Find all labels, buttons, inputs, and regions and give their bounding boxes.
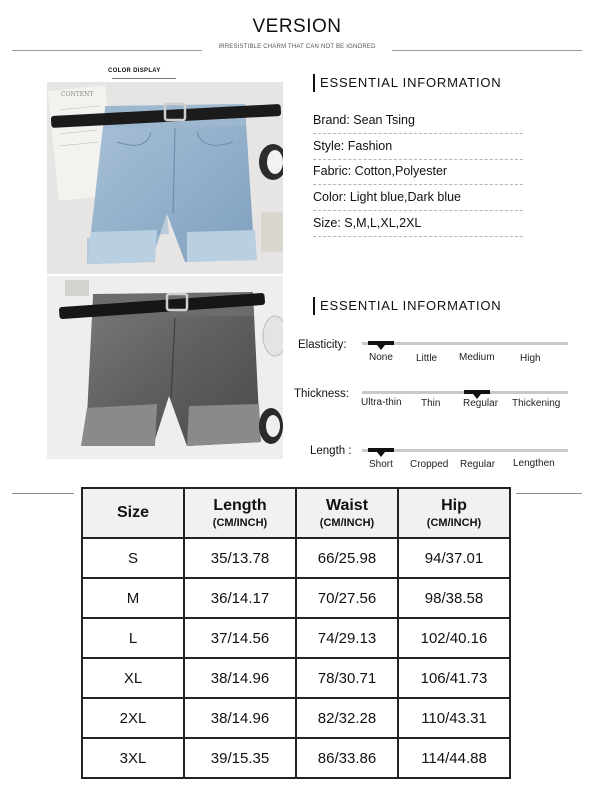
- dark-gray-shorts-image: [47, 276, 283, 459]
- size-chart-table: [81, 487, 511, 779]
- cell-size: XL: [82, 658, 184, 698]
- divider: [313, 210, 523, 211]
- color-display-label: COLOR DISPLAY: [108, 68, 161, 74]
- table-row: [82, 618, 510, 658]
- page-title: VERSION: [252, 16, 342, 37]
- cell-waist: 74/29.13: [296, 618, 398, 658]
- length-option: Lengthen: [513, 458, 555, 469]
- info-fabric: Fabric: Cotton,Polyester: [313, 164, 448, 178]
- cell-hip: 102/40.16: [398, 618, 510, 658]
- column-header-length: Length (CM/INCH): [184, 488, 296, 538]
- cell-length: 38/14.96: [184, 698, 296, 738]
- divider: [313, 184, 523, 185]
- cell-hip: 98/38.58: [398, 578, 510, 618]
- cell-length: 38/14.96: [184, 658, 296, 698]
- info-color: Color: Light blue,Dark blue: [313, 190, 461, 204]
- cell-length: 35/13.78: [184, 538, 296, 578]
- thickness-option: Regular: [463, 398, 499, 409]
- divider: [112, 78, 176, 79]
- divider: [12, 50, 202, 51]
- elasticity-label: Elasticity:: [298, 339, 347, 351]
- divider: [313, 236, 523, 237]
- info-brand: Brand: Sean Tsing: [313, 113, 415, 127]
- cell-hip: 114/44.88: [398, 738, 510, 778]
- thickness-option: Ultra-thin: [361, 397, 402, 408]
- thickness-label: Thickness:: [294, 388, 349, 400]
- table-row: [82, 738, 510, 778]
- length-label: Length :: [310, 445, 352, 457]
- thickness-option: Thin: [421, 398, 441, 409]
- cell-waist: 70/27.56: [296, 578, 398, 618]
- length-option: Cropped: [410, 459, 449, 470]
- cell-size: M: [82, 578, 184, 618]
- cell-size: L: [82, 618, 184, 658]
- cell-length: 36/14.17: [184, 578, 296, 618]
- table-row: [82, 698, 510, 738]
- subtitle: IRRESISTIBLE CHARM THAT CAN NOT BE IGNORED: [218, 44, 376, 50]
- divider: [313, 133, 523, 134]
- light-blue-shorts-image: [47, 82, 283, 274]
- length-pointer: [377, 452, 385, 457]
- product-photo-dark-gray: [47, 276, 283, 459]
- cell-length: 37/14.56: [184, 618, 296, 658]
- column-header-size: Size: [82, 488, 184, 538]
- divider: [12, 493, 74, 494]
- cell-size: 2XL: [82, 698, 184, 738]
- section-heading: ESSENTIAL INFORMATION: [320, 75, 502, 90]
- divider: [516, 493, 582, 494]
- cell-size: 3XL: [82, 738, 184, 778]
- product-photo-light-blue: [47, 82, 283, 274]
- elasticity-option: None: [369, 352, 393, 363]
- elasticity-pointer: [377, 345, 385, 350]
- photo-tag: CONTENT: [61, 91, 94, 98]
- section-marker: [313, 74, 315, 92]
- divider: [313, 159, 523, 160]
- cell-size: S: [82, 538, 184, 578]
- column-header-waist: Waist (CM/INCH): [296, 488, 398, 538]
- cell-waist: 78/30.71: [296, 658, 398, 698]
- table-row: [82, 538, 510, 578]
- elasticity-option: High: [520, 353, 541, 364]
- divider: [392, 50, 582, 51]
- elasticity-option: Medium: [459, 352, 495, 363]
- cell-hip: 106/41.73: [398, 658, 510, 698]
- table-header-row: [82, 488, 510, 538]
- cell-length: 39/15.35: [184, 738, 296, 778]
- cell-waist: 82/32.28: [296, 698, 398, 738]
- section-marker: [313, 297, 315, 315]
- elasticity-option: Little: [416, 353, 438, 364]
- length-option: Short: [369, 459, 393, 470]
- cell-waist: 66/25.98: [296, 538, 398, 578]
- cell-hip: 110/43.31: [398, 698, 510, 738]
- section-heading: ESSENTIAL INFORMATION: [320, 298, 502, 313]
- cell-hip: 94/37.01: [398, 538, 510, 578]
- table-row: [82, 578, 510, 618]
- column-header-hip: Hip (CM/INCH): [398, 488, 510, 538]
- table-row: [82, 658, 510, 698]
- length-option: Regular: [460, 459, 496, 470]
- info-size: Size: S,M,L,XL,2XL: [313, 216, 422, 230]
- info-style: Style: Fashion: [313, 139, 393, 153]
- cell-waist: 86/33.86: [296, 738, 398, 778]
- subtitle-line: [12, 44, 582, 56]
- thickness-option: Thickening: [512, 398, 561, 409]
